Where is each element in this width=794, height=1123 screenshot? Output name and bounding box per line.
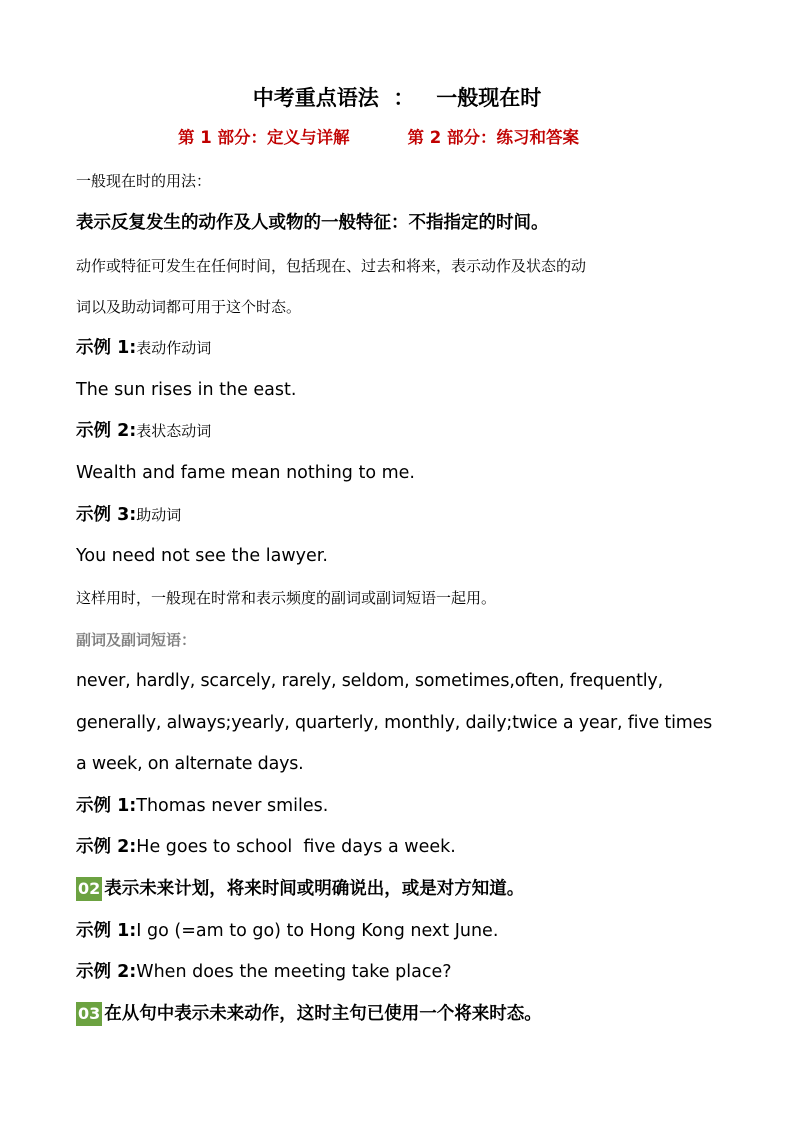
adverbs-heading: 副词及副词短语： [76, 631, 197, 649]
section-2-heading-row [76, 877, 524, 901]
example-sentence: He goes to school five days a week. [136, 837, 456, 857]
section-3-heading-row [76, 1002, 542, 1026]
example-label: 示例 1: [76, 796, 137, 816]
example-label: 示例 1: [76, 338, 137, 358]
part-1-label: 第 1 部分：定义与详解 [178, 128, 350, 147]
section-2-heading: 表示未来计划，将来时间或明确说出，或是对方知道。 [104, 879, 525, 899]
section-2-badge: 02 [76, 877, 102, 901]
section-3-heading: 在从句中表示未来动作，这时主句已使用一个将来时态。 [104, 1004, 542, 1024]
section-2-example-1 [76, 919, 498, 943]
section-1-example-2 [76, 419, 211, 443]
adverbs-line-2: generally, always;yearly, quarterly, monthly, daily;twice a year, five times [76, 713, 713, 733]
example-label: 示例 2: [76, 837, 137, 857]
part-links [178, 126, 579, 150]
section-1-heading: 表示反复发生的动作及人或物的一般特征：不指指定的时间。 [76, 213, 549, 233]
section-1-desc-line-1: 动作或特征可发生在任何时间，包括现在、过去和将来，表示动作及状态的动 [76, 257, 587, 275]
section-1-desc-line-2: 词以及助动词都可用于这个时态。 [76, 298, 302, 316]
example-label: 示例 3: [76, 505, 137, 525]
part-2-label: 第 2 部分：练习和答案 [407, 128, 579, 147]
example-label: 示例 2: [76, 421, 137, 441]
section-1-example-3 [76, 503, 181, 527]
adverbs-example-1 [76, 794, 328, 818]
section-1-example-2-sentence: Wealth and fame mean nothing to me. [76, 463, 415, 483]
example-sentence: When does the meeting take place? [136, 962, 452, 982]
adverbs-line-1: never, hardly, scarcely, rarely, seldom, sometimes,often, frequently, [76, 671, 663, 691]
example-sentence: I go (=am to go) to Hong Kong next June. [136, 921, 499, 941]
section-3-badge: 03 [76, 1002, 102, 1026]
page-title: 中考重点语法 ： 一般现在时 [252, 86, 542, 110]
section-2-example-2 [76, 960, 452, 984]
example-type: 表状态动词 [136, 422, 212, 440]
example-label: 示例 1: [76, 921, 137, 941]
section-1-example-1 [76, 336, 211, 360]
example-type: 表动作动词 [136, 339, 212, 357]
intro-text: 一般现在时的用法： [76, 172, 212, 190]
example-label: 示例 2: [76, 962, 137, 982]
section-1-note: 这样用时，一般现在时常和表示频度的副词或副词短语一起用。 [76, 589, 497, 607]
adverbs-line-3: a week, on alternate days. [76, 754, 304, 774]
example-type: 助动词 [136, 506, 182, 524]
adverbs-example-2 [76, 835, 456, 859]
section-1-example-3-sentence: You need not see the lawyer. [76, 546, 328, 566]
example-sentence: Thomas never smiles. [136, 796, 329, 816]
section-1-example-1-sentence: The sun rises in the east. [76, 380, 297, 400]
